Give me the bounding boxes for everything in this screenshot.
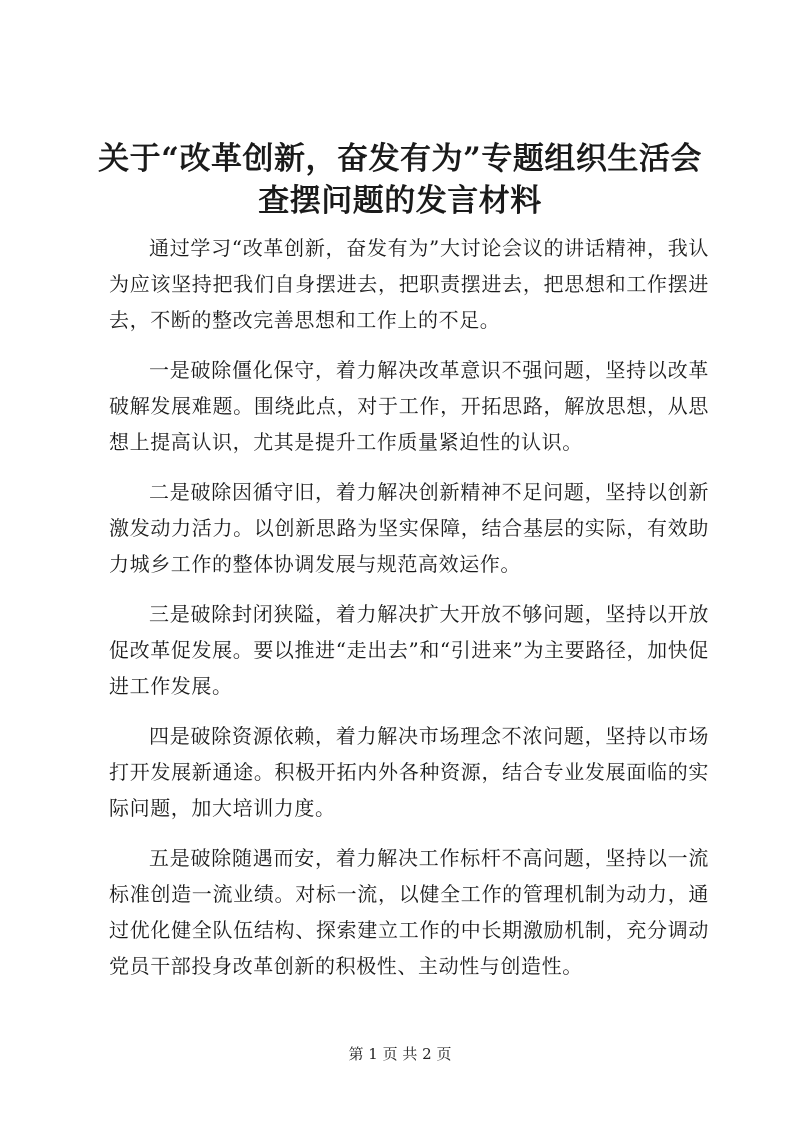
paragraph-point-4: 四是破除资源依赖，着力解决市场理念不浓问题，坚持以市场打开发展新通途。积极开拓内外各种资源，结合专业发展面临的实际问题，加大培训力度。 [109, 724, 709, 820]
paragraph-point-2: 二是破除因循守旧，着力解决创新精神不足问题，坚持以创新激发动力活力。以创新思路为坚实保障，结合基层的实际，有效助力城乡工作的整体协调发展与规范高效运作。 [109, 480, 709, 576]
paragraph-intro: 通过学习“改革创新，奋发有为”大讨论会议的讲话精神，我认为应该坚持把我们自身摆进去，把职责摆进去，把思想和工作摆进去，不断的整改完善思想和工作上的不足。 [109, 236, 709, 332]
paragraph-point-5: 五是破除随遇而安，着力解决工作标杆不高问题，坚持以一流标准创造一流业绩。对标一流，以健全工作的管理机制为动力，通过优化健全队伍结构、探索建立工作的中长期激励机制，充分调动党员干部投身改革创新的积极性、主动性与创造性。 [109, 846, 709, 978]
paragraph-point-3: 三是破除封闭狭隘，着力解决扩大开放不够问题，坚持以开放促改革促发展。要以推进“走出去”和“引进来”为主要路径，加快促进工作发展。 [109, 602, 709, 698]
paragraph-point-1: 一是破除僵化保守，着力解决改革意识不强问题，坚持以改革破解发展难题。围绕此点，对于工作，开拓思路，解放思想，从思想上提高认识，尤其是提升工作质量紧迫性的认识。 [109, 358, 709, 454]
document-title [90, 138, 710, 222]
page-number-footer: 第 1 页 共 2 页 [348, 1045, 452, 1063]
document-body [109, 230, 709, 998]
title-line-1: 关于“改革创新，奋发有为”专题组织生活会 [98, 141, 702, 177]
title-line-2: 查摆问题的发言材料 [258, 183, 542, 219]
